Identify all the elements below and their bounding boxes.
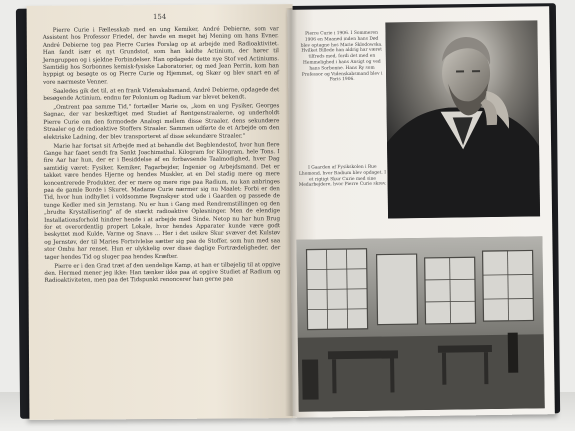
paragraph: Pierre er i den Grad træt af den uendelige Kamp, at han er tilbøjelig til at opgive den. Hermed mener jeg ikke: Han tænker ikke paa at opgive Studiet af Radium og Radioaktiviteten, men paa det Tidspunkt renoncerer han gerne paa: [44, 261, 281, 285]
page-number: 154: [152, 12, 167, 22]
paragraph: Saaledes gik det til, at en frank Videnskabsmand, André Debierne, opdagede det besøgende Actinium, endnu før Polonium og Radium var blevet bekendt.: [43, 86, 280, 102]
portrait-illustration: [385, 20, 540, 218]
laboratory-photo: [296, 236, 544, 411]
laboratory-illustration: [296, 236, 544, 411]
right-page: [287, 6, 555, 418]
portrait-caption: Pierre Curie i 1906. I Sommeren 1906 en Maaned inden hans Død blev optagne hos Marie Sklodowska. Hvilket Billede han aldrig har været tilfreds med, fordi det med en Hemmelighed i hans Ansigt og ved hans Sorbonne. Hans Ry som Professor og Videnskabsmand blev i Paris 1906.: [300, 30, 383, 83]
laboratory-caption: I Gaarden af Fysikskolen i Rue Lhomond, hvor Radium blev opdaget. I et rigtigt Skur Curie med sine Medarbejdere, hvor Pierre Curie skrev.: [298, 164, 387, 189]
body-text: [43, 26, 281, 287]
left-page: [27, 4, 296, 420]
paragraph: Pierre Curie i Fællesskab med en ung Kemiker, André Debierne, som var Assistent hos Professor Friedel, der havde en meget høj Mening om hans Evner. André Debierne tog paa Pierre Curies Forslag op at arbejde med Radioaktivitet. Han fandt især et nyt Grundstof, som han kaldte Actinium, der hører til Jerngruppen og i sjeldne Forbindelser. Han opdagede dette nye Stof ved Actiniums. Samtidig hos Sorbonnes kemisk-fysiske Laboratorier, og med Jean Perrin, kom han hyppigt og besøgte os og Pierre Curie og Hjemmet, og Skær og blev snart en af vore nærmeste Venner.: [42, 26, 280, 86]
paragraph: Marie har fortsat sit Arbejde med at behandle det Begblendestof, hvor hun flere Gange har faaet sendt fra Sankt Joachimsthal. Kilogram for Kilogram, hele Tons. I fire Aar har hun, der er i Besiddelse af en forbavsende Taalmodighed, hver Dag samtidig været: Fysiker, Kemiker, Fagarbejder, Ingeniør og Arbejdsmand. Det er takket være hendes Hjerne og hendes Muskler, at en Del stadig mere og mere koncentrerede Produkter, der er mere og mere rige paa Radium, nu kan anbringes paa de gamle Borde i Skuret. Madame Curie nærmer sig nu Maalet: Forbi er den Tid, hvor hun indhyllet i voldsomme Regnskyer stod ude i Gaarden og passede de tunge Kedler med sin Jernstang. Nu er hun i Gang med Rendremstillingen og den „brudte Krystallisering" af de stærkt radioaktive Opløsninger. Men de elendige Installationsforhold hindrer hende i at arbejde med Sinde. Netop nu har hun Brug for et overordentlig propert Lokale, hvor hendes Apparater kunde være godt beskyttet mod Kulde, Varme og Snavs ... Her i det usikre Skur svæver det Kulstøv og Jernstøv, der til Maries Fortvivlelse sætter sig paa de Stoffer, som hun med saa stor Omhu har renset. Hun er ulykkelig over disse daglige Fortrædeligheder, der tager hendes Tid og sluger paa hendes Kræfter.: [43, 141, 281, 261]
portrait-photo: [385, 20, 540, 218]
paragraph: „Omtrent paa samme Tid," fortæller Marie os, „kom en ung Fysiker, Georges Sagnac, der var beskæftiget med Studiet af Røntgenstraalerne, og underholdt Pierre Curie om den formodede Analogi mellem disse Straaler, dens sekundære Straaler og de radioaktive Stoffers Straaler. Sammen udførte de et Arbejde om den elektriske Ladning, der blev transporteret af disse sekundære Straaler.": [43, 103, 280, 141]
